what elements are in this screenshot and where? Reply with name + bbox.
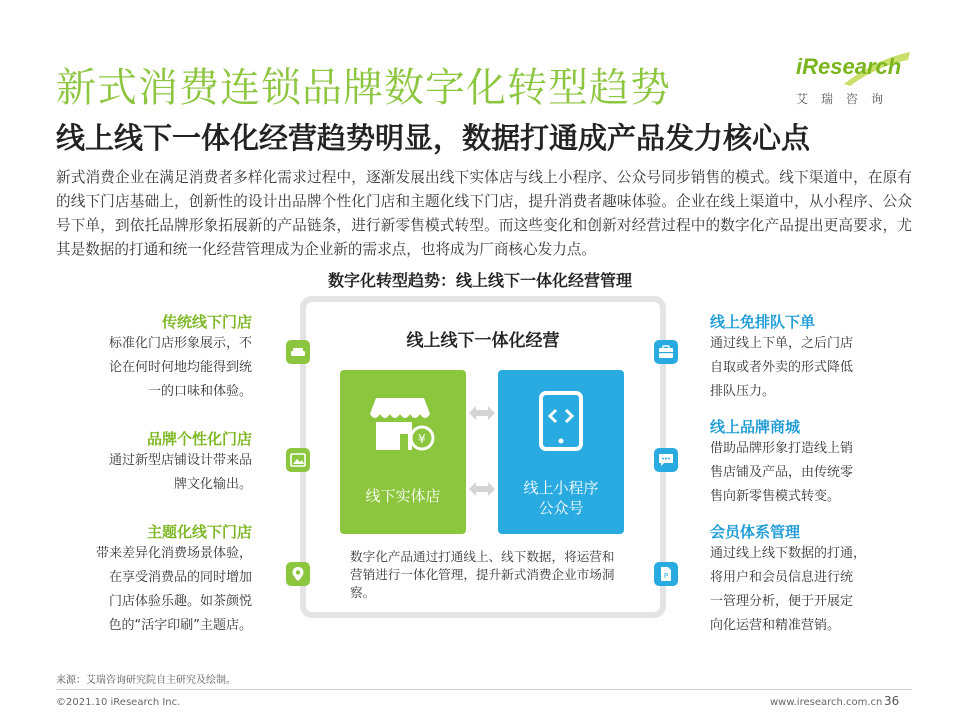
desc-line: 一的口味和体验。 [147, 384, 252, 399]
center-frame-title: 线上线下一体化经营 [406, 331, 560, 351]
phone-code-icon [538, 390, 584, 452]
desc-line: 借助品牌形象打造线上销 [710, 441, 854, 456]
desc-line: 通过线上下单，之后门店 [710, 336, 854, 351]
desc-line: 门店体验乐趣。如茶颜悦 [108, 594, 252, 609]
footer-divider [56, 689, 912, 690]
center-frame [300, 296, 669, 618]
desc-line: 一管理分析，便于开展定 [710, 594, 854, 609]
chat-icon [658, 452, 674, 468]
double-arrow-top [469, 406, 495, 420]
right-icon-tile-0 [654, 340, 678, 364]
right-icon-tile-2 [654, 562, 678, 586]
svg-text:¥: ¥ [418, 432, 426, 446]
svg-text:P: P [663, 572, 669, 580]
double-arrow-bottom [469, 482, 495, 496]
right-item-title-2: 会员体系管理 [710, 523, 801, 541]
left-item-title-1: 品牌个性化门店 [146, 430, 252, 448]
desc-line: 售店铺及产品，由传统零 [710, 465, 854, 480]
footer-copyright: ©2021.10 iResearch Inc. [56, 697, 181, 708]
right-item-desc-0 [710, 332, 890, 404]
desc-line: 在享受消费品的同时增加 [108, 570, 252, 585]
center-frame-desc: 数字化产品通过打通线上、线下数据，将运营和营销进行一体化管理，提升新式消费企业市场洞察。 [350, 549, 615, 600]
left-icon-tile-0 [286, 340, 310, 364]
left-item-desc-0 [92, 332, 252, 404]
image-icon [290, 452, 306, 468]
page-number: 36 [884, 694, 900, 708]
online-channel-box [498, 370, 624, 534]
logo-brand-text: iResearch [796, 54, 902, 79]
online-channel-label-1: 线上小程序 [523, 479, 599, 497]
location-pin-icon [290, 566, 306, 582]
left-item-title-0: 传统线下门店 [161, 313, 252, 331]
desc-line: 带来差异化消费场景体验， [95, 546, 252, 561]
storefront-icon [370, 394, 438, 454]
desc-line: 论在何时何地均能得到统 [108, 360, 252, 375]
offline-store-label: 线下实体店 [365, 487, 441, 505]
online-channel-label-2: 公众号 [538, 499, 584, 517]
left-icon-tile-1 [286, 448, 310, 472]
iresearch-logo [796, 50, 916, 110]
left-item-desc-2 [82, 542, 252, 638]
desc-line: 将用户和会员信息进行统 [710, 570, 854, 585]
left-item-desc-1 [92, 449, 252, 497]
desc-line: 色的“活字印刷”主题店。 [108, 618, 252, 633]
intro-paragraph: 新式消费企业在满足消费者多样化需求过程中，逐渐发展出线下实体店与线上小程序、公众号同步销售的模式。线下渠道中，在原有的线下门店基础上，创新性的设计出品牌个性化门店和主题化线下门店，提升消费者趣味体验。企业在线上渠道中，从小程序、公众号下单，到依托品牌形象拓展新的产品链条，进行新零售模式转型。而这些变化和创新对经营过程中的数字化产品提出更高要求，尤其是数据的打通和统一化经营管理成为企业新的需求点，也将成为厂商核心发力点。 [56, 169, 912, 258]
document-icon [658, 566, 674, 582]
desc-line: 标准化门店形象展示，不 [108, 336, 252, 351]
desc-line: 售向新零售模式转变。 [710, 489, 841, 504]
offline-store-box [340, 370, 466, 534]
desc-line: 通过线上线下数据的打通， [710, 546, 867, 561]
page-subtitle: 线上线下一体化经营趋势明显，数据打通成产品发力核心点 [56, 121, 811, 155]
right-item-title-0: 线上免排队下单 [710, 313, 816, 331]
diagram-title: 数字化转型趋势：线上线下一体化经营管理 [327, 271, 632, 290]
desc-line: 牌文化输出。 [173, 477, 252, 492]
desc-line: 通过新型店铺设计带来品 [108, 453, 252, 468]
right-item-desc-1 [710, 437, 890, 509]
right-icon-tile-1 [654, 448, 678, 472]
logo-brand-cn: 艾瑞咨询 [796, 92, 897, 106]
right-item-title-1: 线上品牌商城 [710, 418, 801, 436]
footer-url: www.iresearch.com.cn [770, 697, 883, 708]
desc-line: 向化运营和精准营销。 [710, 618, 841, 633]
left-item-title-2: 主题化线下门店 [146, 523, 252, 541]
page-title: 新式消费连锁品牌数字化转型趋势 [56, 65, 671, 111]
desc-line: 排队压力。 [710, 384, 776, 399]
desc-line: 自取或者外卖的形式降低 [710, 360, 854, 375]
left-icon-tile-2 [286, 562, 310, 586]
briefcase-icon [658, 344, 674, 360]
sofa-icon [290, 344, 306, 360]
source-note: 来源：艾瑞咨询研究院自主研究及绘制。 [56, 675, 236, 686]
right-item-desc-2 [710, 542, 890, 638]
